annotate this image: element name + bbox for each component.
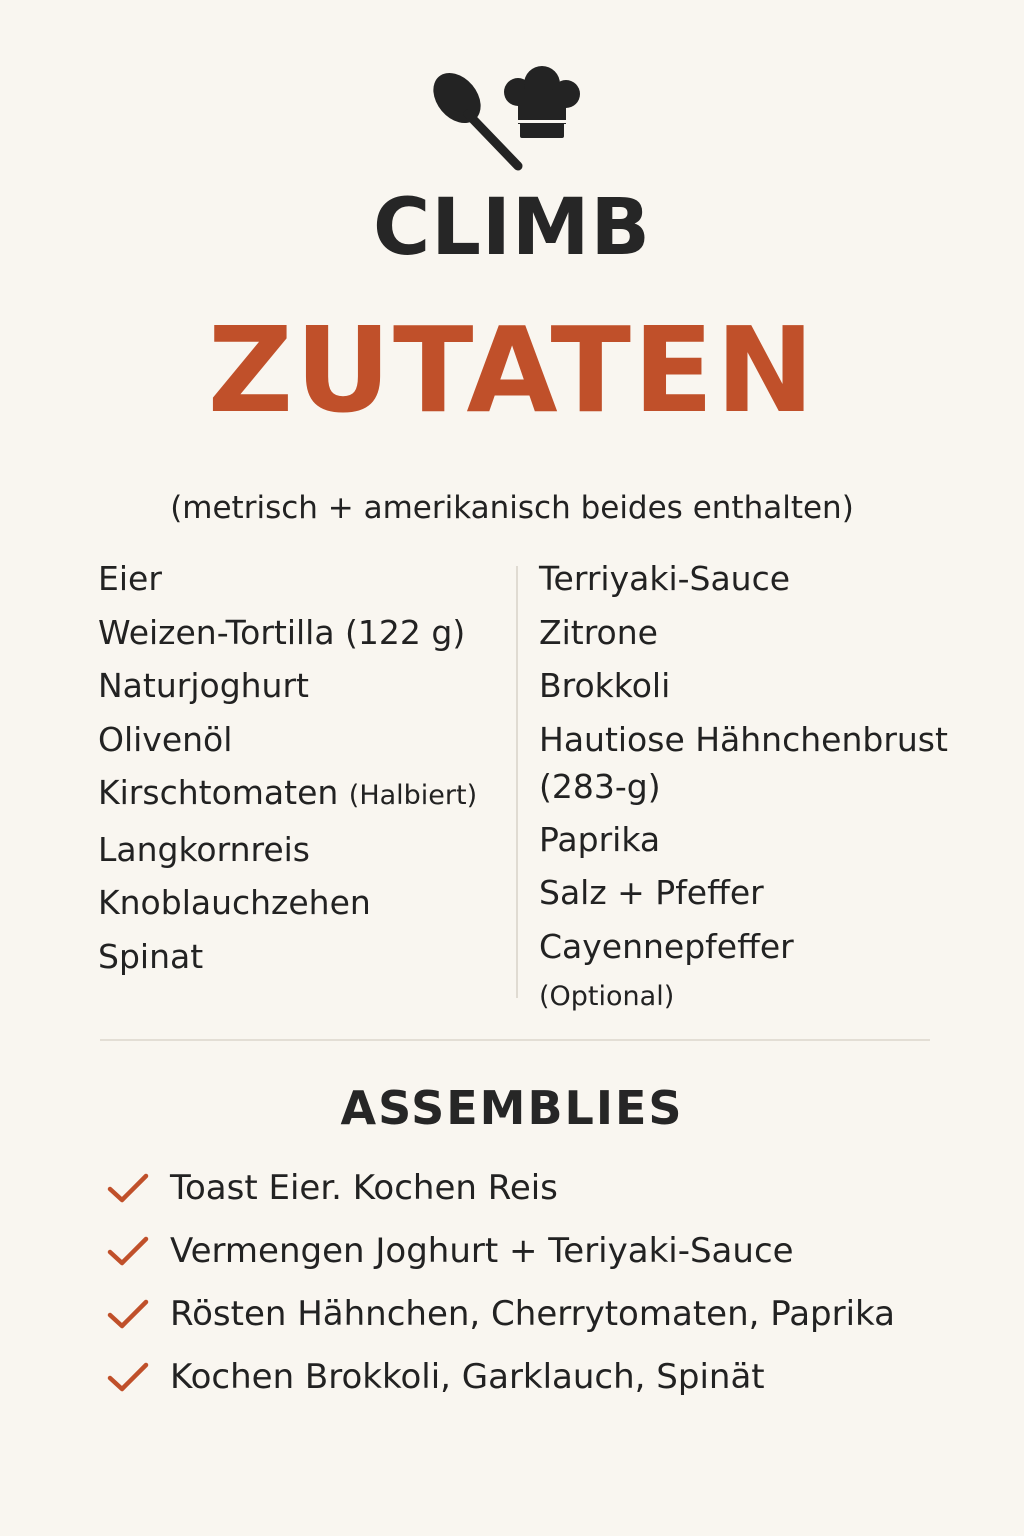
assemblies-list [106, 1156, 986, 1408]
ingredient-note: (Optional) [539, 980, 675, 1012]
subtitle: (metrisch + amerikanisch beides enthalten) [170, 490, 854, 526]
assembly-step [106, 1282, 986, 1345]
ingredient-note: (283-g) [539, 766, 661, 806]
ingredient-name: Cayennepfeffer [539, 926, 794, 966]
ingredient-name: Terriyaki-Sauce [539, 559, 791, 598]
column-divider [516, 566, 518, 998]
assembly-step-text: Toast Eier. Kochen Reis [170, 1167, 558, 1208]
ingredients-right-list [539, 552, 989, 1023]
ingredient-name: Hautiose Hähnchenbrust [539, 719, 948, 759]
ingredient-name: Olivenöl [98, 719, 233, 759]
ingredient-item [98, 930, 508, 984]
ingredient-name: Salz + Pfeffer [539, 873, 764, 912]
ingredient-item [539, 713, 989, 813]
assembly-step [106, 1156, 986, 1219]
ingredient-item [98, 659, 508, 713]
ingredient-item [98, 713, 508, 767]
ingredient-item [98, 876, 508, 930]
ingredient-name: Naturjoghurt [98, 666, 309, 705]
section-divider [100, 1039, 930, 1041]
chef-hat-icon [504, 66, 580, 138]
ingredient-name: Knoblauchzehen [98, 883, 371, 922]
ingredient-name: Langkornreis [98, 829, 311, 869]
assembly-step-text: Kochen Brokkoli, Garklauch, Spinät [170, 1356, 765, 1397]
ingredient-item [539, 920, 989, 1023]
assembly-step-text: Vermengen Joghurt + Teriyaki-Sauce [170, 1230, 794, 1271]
check-icon [106, 1298, 150, 1330]
ingredient-item [539, 552, 989, 606]
page-title: ZUTATEN [207, 301, 817, 439]
assemblies-title: ASSEMBLIES [340, 1081, 684, 1135]
ingredient-item [98, 823, 508, 877]
ingredient-name: Spinat [98, 936, 204, 976]
ingredients-left-list [98, 552, 508, 983]
logo [0, 62, 1024, 182]
ingredient-name: Weizen-Tortilla (122 g) [98, 612, 466, 652]
check-icon [106, 1172, 150, 1204]
ingredient-item [539, 659, 989, 713]
spoon-icon [424, 64, 518, 166]
ingredient-item [98, 552, 508, 606]
ingredient-item [98, 766, 508, 823]
ingredient-item [539, 866, 989, 920]
ingredient-name: Eier [98, 559, 162, 598]
assembly-step [106, 1345, 986, 1408]
check-icon [106, 1361, 150, 1393]
ingredient-name: Kirschtomaten [98, 773, 339, 812]
assembly-step [106, 1219, 986, 1282]
brand-name: CLIMB [372, 183, 652, 273]
ingredient-name: Paprika [539, 819, 661, 859]
ingredient-item [539, 606, 989, 660]
ingredient-note: (Halbiert) [348, 780, 478, 811]
assembly-step-text: Rösten Hähnchen, Cherrytomaten, Paprika [170, 1293, 895, 1334]
check-icon [106, 1235, 150, 1267]
ingredient-name: Brokkoli [539, 666, 671, 705]
ingredient-name: Zitrone [539, 612, 658, 652]
ingredient-item [98, 606, 508, 660]
ingredient-item [539, 813, 989, 867]
